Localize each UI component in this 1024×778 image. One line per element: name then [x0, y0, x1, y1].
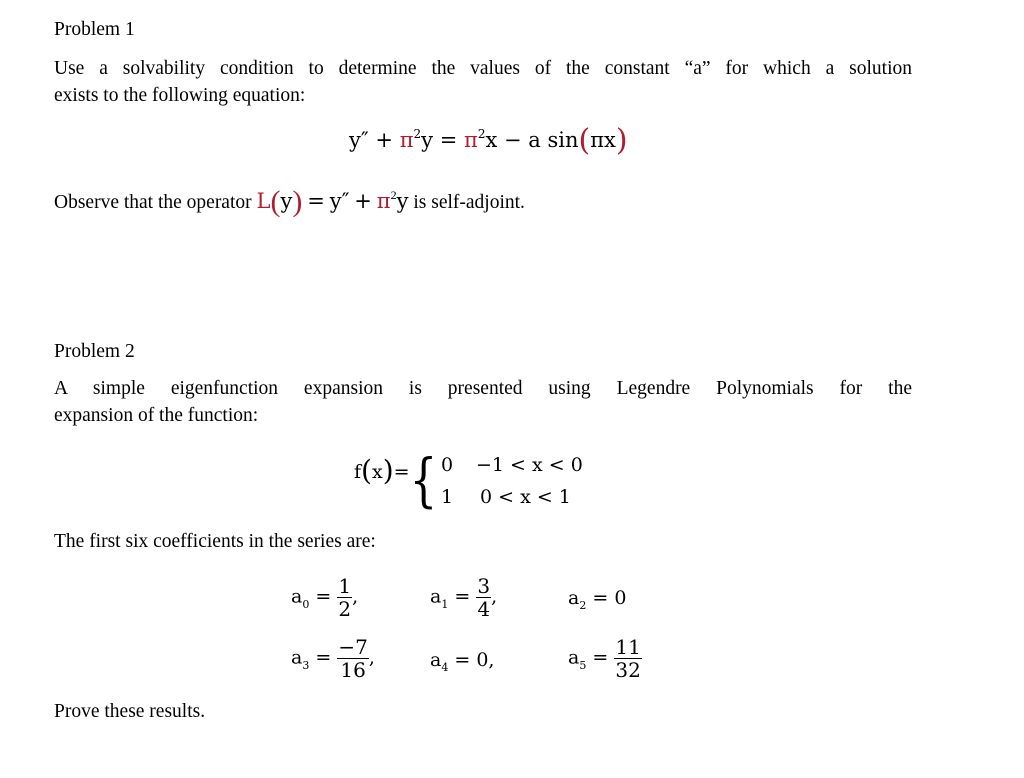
- coef-a4-var: a: [430, 649, 442, 671]
- coef-a1-punct: ,: [491, 585, 498, 608]
- operator-eq: =: [307, 189, 325, 213]
- coef-a1-var: a: [430, 585, 442, 608]
- eq-square-2: 2: [477, 127, 486, 141]
- eq-square: 2: [413, 127, 422, 141]
- problem2-heading: Problem 2: [54, 341, 135, 362]
- eq-equals: =: [439, 128, 458, 152]
- problem2-statement-line1: A simple eigenfunction expansion is presented using Legendre Polynomials for the: [54, 378, 912, 399]
- operator-pi: π: [376, 189, 391, 213]
- coef-a3-punct: ,: [368, 646, 375, 669]
- observe-suffix: is self-adjoint.: [413, 192, 525, 213]
- eq-plus: +: [375, 128, 394, 152]
- problem1-observe-line: Observe that the operator $L(y) = y'' + \pi^2y$ is self-adjoint.: [54, 185, 525, 218]
- coef-a3-idx: 3: [302, 658, 310, 672]
- coef-a5-den: 32: [615, 658, 641, 682]
- piecewise-brace: {: [409, 446, 438, 514]
- coef-a5: $a_5$ = $\frac{11}{32}$: [568, 635, 641, 682]
- coef-a5-var: a: [568, 646, 580, 669]
- operator-y: y: [396, 189, 409, 213]
- problem1-statement-line1: Use a solvability condition to determine the values of the constant “a” for which a solution: [54, 58, 912, 79]
- coef-a0-num: 1: [338, 574, 352, 598]
- coef-a0: $a_0$ = $\frac{1}{2}$ ,: [291, 574, 359, 621]
- eq-pi-x: πx: [590, 128, 616, 152]
- coef-a3: $a_3$ = $\frac{-7}{16}$ ,: [291, 635, 375, 682]
- function-name: f: [354, 461, 362, 483]
- coef-a3-var: a: [291, 646, 303, 669]
- coef-a1: $a_1$ = $\frac{3}{4}$ ,: [430, 574, 498, 621]
- eq-minus: −: [504, 128, 522, 152]
- coef-a2-value: = 0: [592, 587, 627, 609]
- coef-a1-num: 3: [477, 574, 491, 598]
- coef-a3-num: −7: [338, 635, 368, 659]
- coef-a3-den: 16: [337, 658, 368, 681]
- coef-a2: [568, 587, 627, 612]
- coef-a4-value: = 0,: [454, 649, 495, 671]
- coef-a1-den: 4: [477, 597, 491, 621]
- coef-a0-var: a: [291, 585, 303, 608]
- closing-instruction: Prove these results.: [54, 701, 206, 722]
- case2-value: 1: [441, 486, 454, 508]
- coef-a2-idx: 2: [579, 599, 587, 612]
- case2-condition: 0 < x < 1: [480, 486, 571, 508]
- case1-condition: −1 < x < 0: [476, 454, 583, 476]
- coef-a4-idx: 4: [441, 661, 449, 674]
- operator-arg: y: [280, 189, 293, 213]
- operator-square: 2: [390, 188, 397, 202]
- coef-a0-punct: ,: [352, 585, 359, 608]
- observe-prefix: Observe that the operator: [54, 192, 252, 213]
- function-arg: x: [371, 461, 383, 483]
- coef-a2-var: a: [568, 587, 580, 609]
- coefficients-intro: The first six coefficients in the series are:: [54, 531, 376, 552]
- coef-a0-idx: 0: [302, 597, 310, 611]
- coef-a4: [430, 649, 495, 674]
- operator-plus: +: [354, 189, 372, 213]
- operator-y-double-prime: y″: [329, 189, 350, 213]
- problem1-equation: $y'' + \pi^2y = \pi^2x - a$ sin(πx): [349, 123, 628, 158]
- function-eq: =: [393, 461, 410, 483]
- eq-y-double-prime: y″: [349, 128, 369, 152]
- eq-y: y: [421, 128, 434, 152]
- problem1-statement-line2: exists to the following equation:: [54, 85, 306, 106]
- problem2-statement-line2: expansion of the function:: [54, 405, 259, 426]
- eq-pi-2: π: [464, 128, 478, 152]
- eq-x: x: [485, 128, 498, 152]
- coef-a1-idx: 1: [441, 597, 449, 611]
- case1-value: 0: [441, 454, 454, 476]
- operator-L: L: [256, 189, 271, 213]
- eq-a-sin: a sin: [528, 128, 579, 152]
- coef-a5-num: 11: [615, 635, 641, 659]
- coef-a0-den: 2: [338, 597, 352, 621]
- coef-a5-idx: 5: [579, 658, 587, 672]
- function-lhs: f(x)=: [354, 454, 410, 487]
- eq-pi: π: [399, 128, 414, 152]
- problem1-heading: Problem 1: [54, 19, 135, 40]
